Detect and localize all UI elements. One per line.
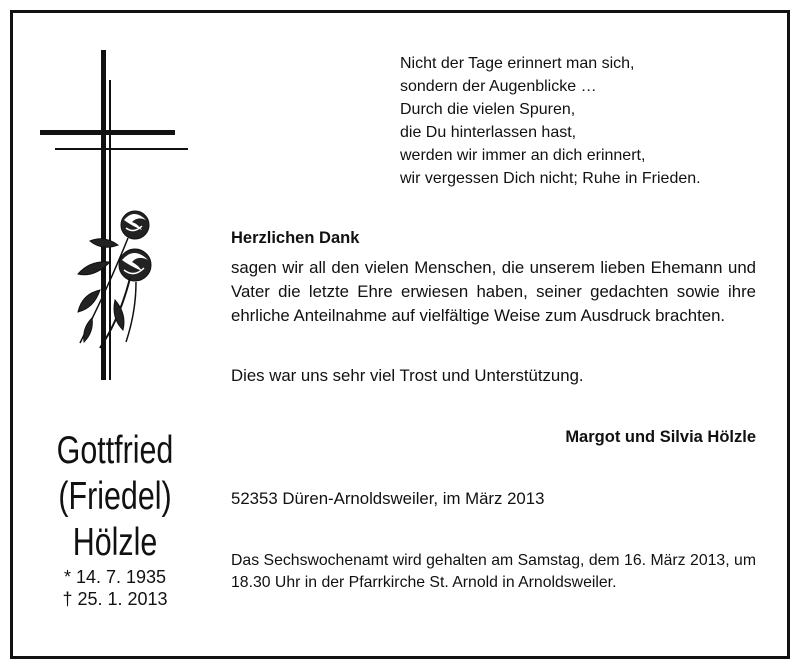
poem-line: sondern der Augenblicke … bbox=[400, 78, 597, 95]
poem-line: Durch die vielen Spuren, bbox=[400, 101, 576, 118]
first-name: Gottfried bbox=[56, 429, 174, 472]
birth-date: * 14. 7. 1935 bbox=[63, 567, 167, 587]
comfort-text: Dies war uns sehr viel Trost und Unterstützung. bbox=[231, 366, 584, 385]
poem-line: Nicht der Tage erinnert man sich, bbox=[400, 55, 635, 72]
poem bbox=[400, 52, 701, 190]
thanks-text: sagen wir all den vielen Menschen, die unserem lieben Ehemann und Vater die letzte Ehre erwiesen haben, seiner gedachten sowie ihre ehrliche Anteilnahme auf vielfältige Weise zum Ausdruck brachten. bbox=[231, 258, 756, 325]
thanks-body bbox=[231, 256, 756, 328]
mass-notice-text: Das Sechswochenamt wird gehalten am Samstag, dem 16. März 2013, um 18.30 Uhr in der Pfarrkirche St. Arnold in Arnoldsweiler. bbox=[231, 552, 756, 591]
signers: Margot und Silvia Hölzle bbox=[565, 428, 756, 446]
last-name: Hölzle bbox=[72, 521, 158, 564]
poem-line: wir vergessen Dich nicht; Ruhe in Frieden. bbox=[400, 170, 701, 187]
cross-with-roses-icon bbox=[40, 50, 200, 380]
nickname: (Friedel) bbox=[58, 475, 172, 518]
thanks-heading: Herzlichen Dank bbox=[231, 229, 360, 247]
mass-notice bbox=[231, 550, 756, 594]
poem-line: die Du hinterlassen hast, bbox=[400, 124, 577, 141]
poem-line: werden wir immer an dich erinnert, bbox=[400, 147, 646, 164]
death-date: † 25. 1. 2013 bbox=[62, 589, 168, 609]
deceased-name-block bbox=[30, 428, 200, 610]
place-date: 52353 Düren-Arnoldsweiler, im März 2013 bbox=[231, 489, 545, 508]
